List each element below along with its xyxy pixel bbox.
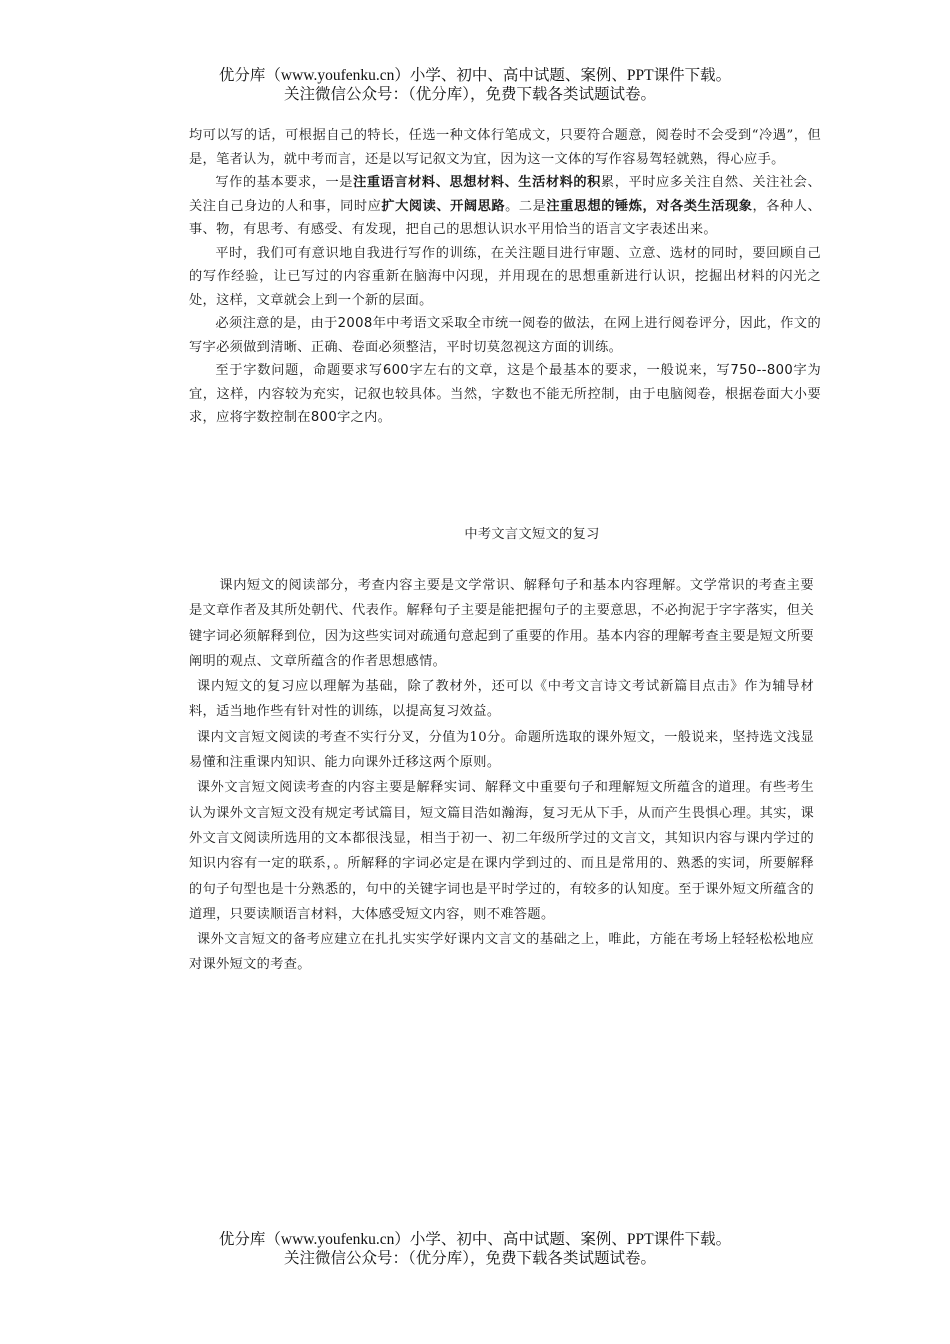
page-header bbox=[0, 66, 950, 104]
p5-text-a: 至于字数问题，命题要求写 bbox=[215, 363, 383, 378]
paragraph-1: 均可以写的话，可根据自己的特长，任选一种文体行笔成文，只要符合题意，阅卷时不会受到“冷遇”，但是，笔者认为，就中考而言，还是以写记叙文为宜，因为这一文体的写作容易驾轻就熟，得心应手。 bbox=[189, 128, 821, 167]
paragraph-4 bbox=[189, 312, 821, 359]
p4-text-b: 年中考语文采取全市统一阅卷的做法，在网上进行阅卷评分，因此，作文的写字必须做到清晰、正确、卷面必须整洁，平时切莫忽视这方面的训练。 bbox=[189, 316, 821, 355]
p2-text-g: ，各种人、事、物，有思考、有感受、有发现，把自己的思想认识水平用恰当的语言文字表述出来。 bbox=[189, 198, 821, 237]
p2-text-e: 。二是 bbox=[505, 198, 547, 214]
classical-chinese-section bbox=[189, 573, 814, 978]
footer-line-1: 优分库（www.youfenku.cn）小学、初中、高中试题、案例、PPT课件下载。 bbox=[218, 1231, 732, 1248]
section-title: 中考文言文短文的复习 bbox=[464, 527, 600, 542]
paragraph-10: 课外文言短文的备考应建立在扎扎实实学好课内文言文的基础之上，唯此，方能在考场上轻轻松松地应对课外短文的考查。 bbox=[189, 932, 814, 973]
p5-number-3: 800 bbox=[310, 410, 338, 425]
p2-text-a: 写作的基本要求，一是 bbox=[215, 175, 354, 190]
header-line-1: 优分库（www.youfenku.cn）小学、初中、高中试题、案例、PPT课件下载。 bbox=[218, 67, 732, 84]
header-line-2: 关注微信公众号：（优分库），免费下载各类试题试卷。 bbox=[283, 86, 656, 103]
p5-text-b: 字左右的文章，这是个最基本的要求，一般说来，写 bbox=[409, 363, 731, 378]
paragraph-2 bbox=[189, 171, 821, 242]
p5-text-d: 字之内。 bbox=[337, 410, 392, 425]
p2-bold-1: 注重语言材料、思想材料、生活材料的积 bbox=[353, 175, 601, 190]
writing-advice-section bbox=[189, 124, 821, 430]
p2-bold-3: 注重思想的锤炼，对各类生活现象 bbox=[546, 198, 753, 214]
paragraph-8: 课内文言短文阅读的考查不实行分叉，分值为10分。命题所选取的课外短文，一般说来，坚持选文浅显易懂和注重课内知识、能力向课外迁移这两个原则。 bbox=[189, 729, 814, 771]
paragraph-7: 课内短文的复习应以理解为基础，除了教材外，还可以《中考文言诗文考试新篇目点击》作为辅导材料，适当地作些有针对性的训练，以提高复习效益。 bbox=[189, 679, 814, 720]
paragraph-9: 课外文言短文阅读考查的内容主要是解释实词、解释文中重要句子和理解短文所蕴含的道理。有些考生认为课外文言短文没有规定考试篇目，短文篇目浩如瀚海，复习无从下手，从而产生畏惧心理。其实，课外文言文阅读所选用的文本都很浅显，相当于初一、初二年级所学过的文言文，其知识内容与课内学过的知识内容有一定的联系，。所解释的字词必定是在课内学到过的、而且是常用的、熟悉的实词，所要解释的句子句型也是十分熟悉的，句中的关键字词也是平时学过的，有较多的认知度。至于课外短文所蕴含的道理，只要读顺语言材料，大体感受短文内容，则不难答题。 bbox=[189, 780, 814, 922]
paragraph-6: 课内短文的阅读部分，考查内容主要是文学常识、解释句子和基本内容理解。文学常识的考查主要是文章作者及其所处朝代、代表作。解释句子主要是能把握句子的主要意思，不必拘泥于字字落实，但关键字词必须解释到位，因为这些实词对疏通句意起到了重要的作用。基本内容的理解考查主要是短文所要阐明的观点、文章所蕴含的作者思想感情。 bbox=[189, 578, 814, 669]
page-footer bbox=[0, 1230, 950, 1268]
p4-year: 2008 bbox=[337, 316, 373, 331]
footer-line-2: 关注微信公众号：（优分库），免费下载各类试题试卷。 bbox=[283, 1250, 656, 1267]
p5-text-c: 字为宜，这样，内容较为充实，记叙也较具体。当然，字数也不能无所控制，由于电脑阅卷，根据卷面大小要求，应将字数控制在 bbox=[189, 363, 821, 425]
p5-number-1: 600 bbox=[382, 363, 410, 378]
p4-text-a: 必须注意的是，由于 bbox=[215, 316, 338, 331]
paragraph-5 bbox=[189, 359, 821, 430]
p5-number-2: 750--800 bbox=[730, 363, 794, 378]
paragraph-3: 平时，我们可有意识地自我进行写作的训练，在关注题目进行审题、立意、选材的同时，要回顾自己的写作经验，让已写过的内容重新在脑海中闪现，并用现在的思想重新进行认识，挖掘出材料的闪光之处，这样，文章就会上到一个新的层面。 bbox=[189, 245, 821, 308]
p2-text-c: 累，平时应多关注自然、关注社会、关注自己身边的人和事，同时应 bbox=[189, 175, 821, 214]
p2-bold-2: 扩大阅读、开阔思路 bbox=[381, 198, 506, 214]
